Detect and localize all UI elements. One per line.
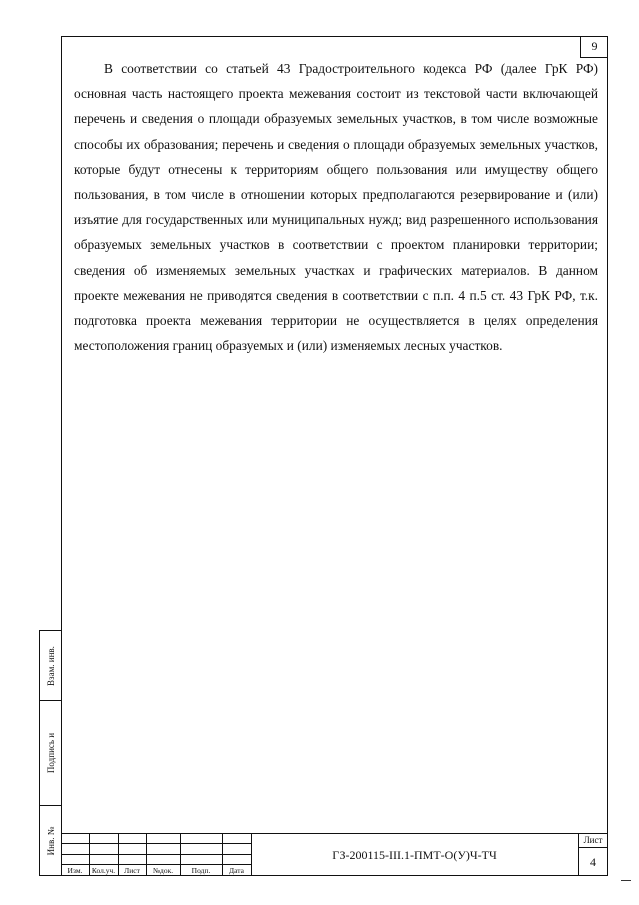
side-cell-vzam-inv — [40, 631, 62, 701]
side-label-vzam-inv: Взам. инв. — [46, 645, 56, 686]
scan-mark — [621, 880, 631, 881]
header-ndok: №док. — [152, 866, 174, 875]
body-paragraph: В соответствии со статьей 43 Градостроительного кодекса РФ (далее ГрК РФ) основная часть настоящего проекта межевания состоит из текстовой части включающей перечень и сведения о площади образуемых земельных участков, в том числе возможные способы их образования; перечень и сведения о площади образуемых земельных участков, которые будут отнесены к территориям общего пользования или имуществу общего пользования, в том числе в отношении которых предполагаются резервирование и (или) изъятие для государственных или муниципальных нужд; вид разрешенного использования образуемых земельных участков в соответствии с проектом планировки территории; сведения об изменяемых земельных участках и графических материалов. В данном проекте межевания не приводятся сведения в соответствии с п.п. 4 п.5 ст. 43 ГрК РФ, т.к. подготовка проекта межевания территории не осуществляется в целях определения местоположения границ образуемых и (или) изменяемых лесных участков. — [74, 61, 598, 354]
sheet-number: 4 — [590, 855, 596, 869]
header-izm: Изм. — [67, 866, 83, 875]
page-number: 9 — [580, 36, 608, 58]
sheet-label: Лист — [583, 835, 603, 845]
header-podp: Подп. — [191, 866, 211, 875]
header-kol-uch: Кол.уч. — [91, 866, 116, 875]
side-stamp — [39, 630, 61, 876]
header-list: Лист — [124, 866, 140, 875]
side-cell-podpis — [40, 701, 62, 806]
header-data: Дата — [229, 866, 244, 875]
title-block — [61, 833, 608, 876]
side-label-inv-no: Инв. № — [46, 826, 56, 856]
document-code: ГЗ-200115-III.1-ПМТ-О(У)Ч-ТЧ — [332, 848, 497, 862]
side-label-podpis: Подпись и — [46, 732, 56, 774]
side-cell-inv-no — [40, 806, 62, 876]
